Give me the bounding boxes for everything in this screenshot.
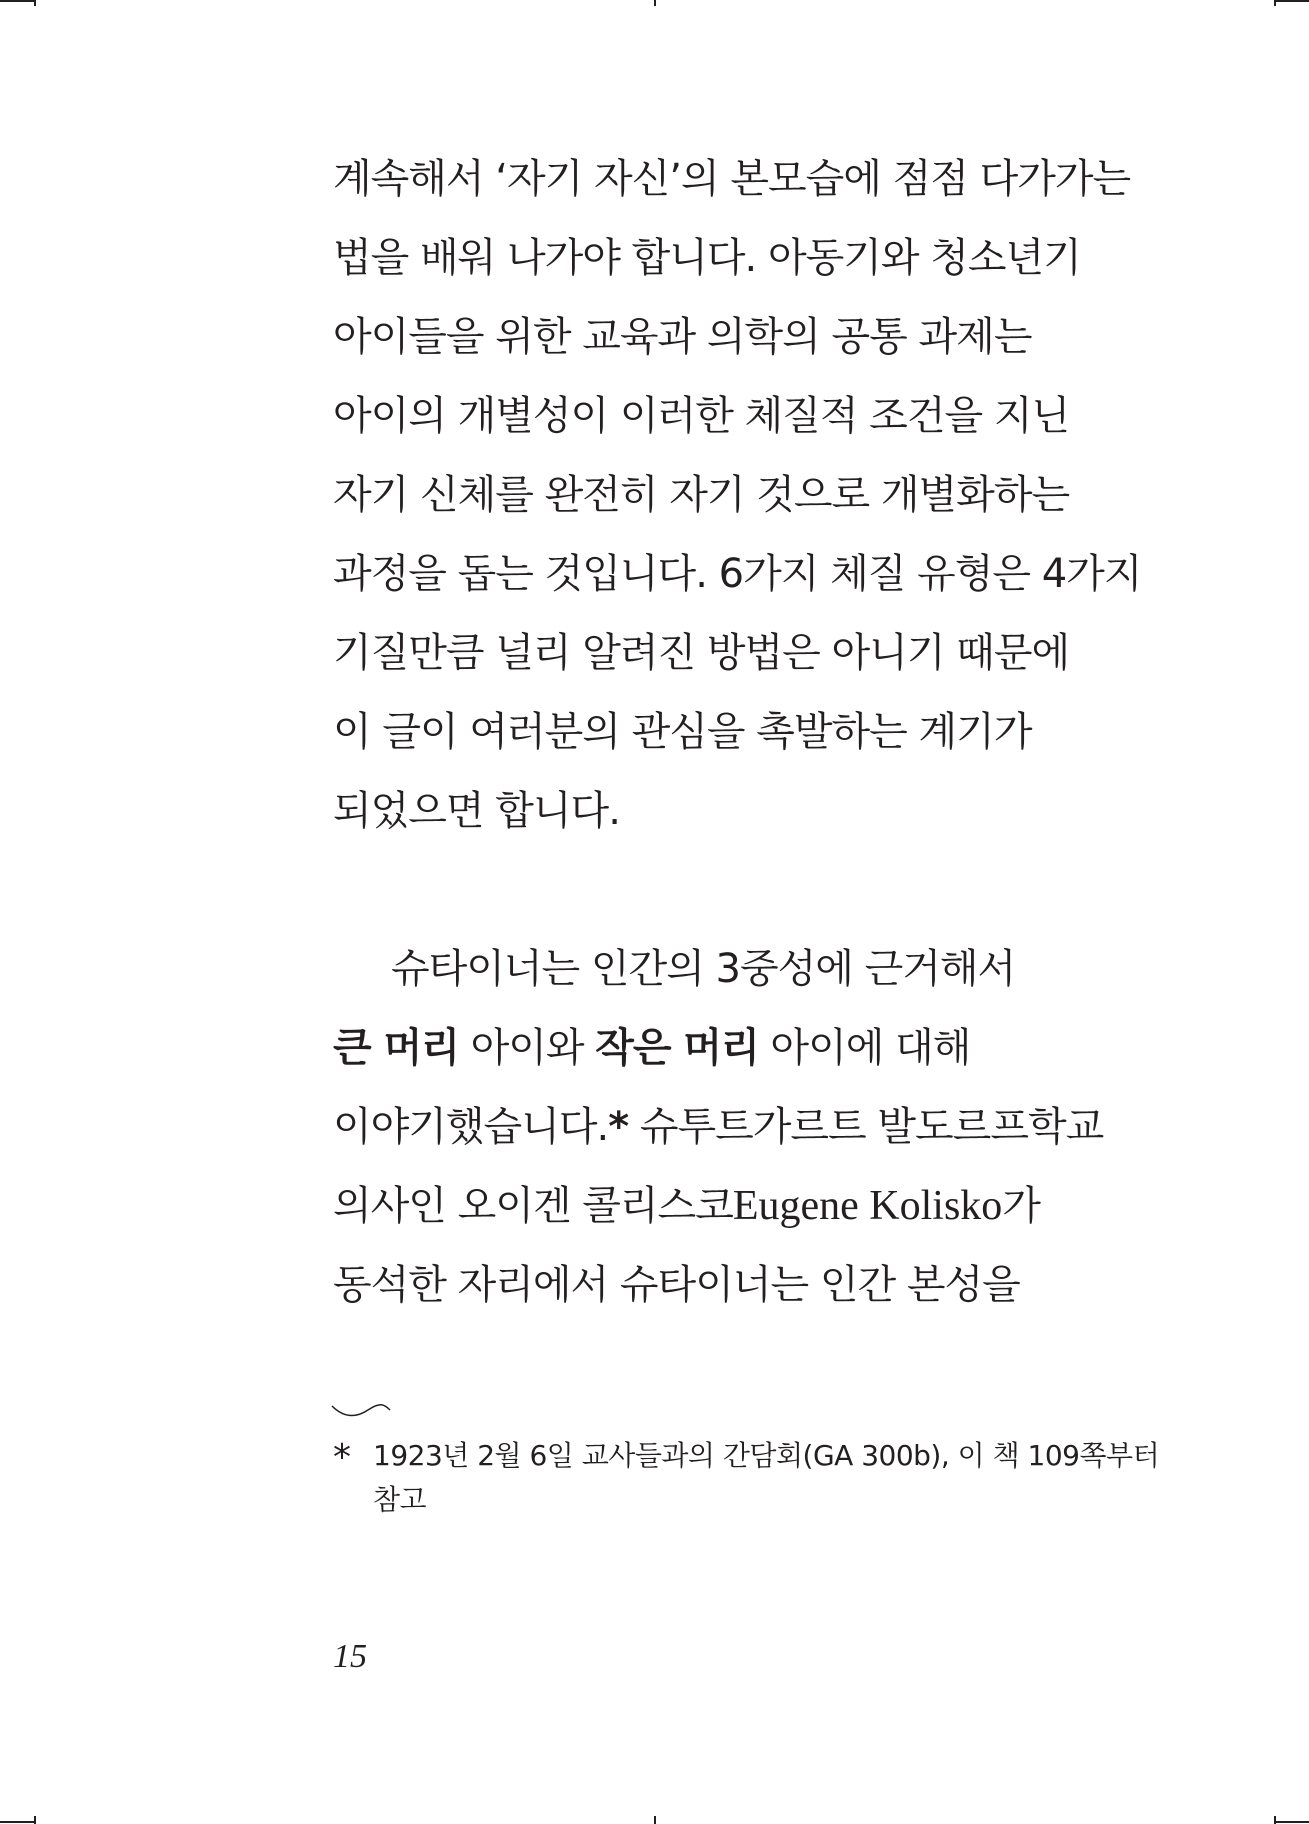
bold-term-small-head: 작은 머리 <box>595 1025 759 1071</box>
paragraph-2-line-4-text-after: 가 <box>1002 1183 1040 1229</box>
footnote-reference-mark: * <box>608 1104 629 1150</box>
crop-mark-bottom-right-vertical <box>1274 1816 1276 1824</box>
page-number: 15 <box>333 1638 367 1675</box>
paragraph-spacer <box>333 851 1193 930</box>
paragraph-2-line-2-text-1: 아이와 <box>458 1025 596 1071</box>
crop-mark-top-left <box>0 0 34 2</box>
bold-term-big-head: 큰 머리 <box>333 1025 459 1071</box>
crop-mark-bottom-center <box>654 1816 656 1824</box>
footnote-text: 1923년 2월 6일 교사들과의 간담회(GA 300b), 이 책 109쪽부터 참고 <box>373 1439 1160 1516</box>
paragraph-2-line-5: 동석한 자리에서 슈타이너는 인간 본성을 <box>333 1262 1020 1308</box>
footnote-divider <box>330 1398 392 1420</box>
footnote-mark: * <box>333 1437 351 1478</box>
paragraph-2-line-1: 슈타이너는 인간의 3중성에 근거해서 <box>391 946 1016 992</box>
paragraph-2-line-3 <box>333 1088 1193 1167</box>
crop-mark-top-center <box>654 0 656 6</box>
crop-mark-top-right <box>1275 0 1309 2</box>
crop-mark-top-left-vertical <box>34 0 36 6</box>
crop-mark-bottom-right <box>1275 1821 1309 1823</box>
paragraph-1-line-5: 자기 신체를 완전히 자기 것으로 개별화하는 <box>333 472 1070 518</box>
paragraph-2-line-3-text-after: 슈투트가르트 발도르프학교 <box>628 1104 1104 1150</box>
paragraph-1-line-6: 과정을 돕는 것입니다. 6가지 체질 유형은 4가지 <box>333 551 1142 597</box>
crop-mark-top-right-vertical <box>1274 0 1276 6</box>
paragraph-1-line-1: 계속해서 ‘자기 자신’의 본모습에 점점 다가가는 <box>333 156 1131 202</box>
paragraph-2-line-3-text: 이야기했습니다. <box>333 1104 609 1150</box>
paragraph-2-line-2-text-2: 아이에 대해 <box>758 1025 971 1071</box>
paragraph-1-line-8: 이 글이 여러분의 관심을 촉발하는 계기가 <box>333 709 1032 755</box>
paragraph-1-line-3: 아이들을 위한 교육과 의학의 공통 과제는 <box>333 314 1032 360</box>
latin-name: Eugene Kolisko <box>732 1183 1003 1229</box>
paragraph-2-line-4 <box>333 1167 1193 1246</box>
paragraph-1-line-9: 되었으면 합니다. <box>333 788 620 834</box>
footnote <box>333 1434 1193 1522</box>
paragraph-2-line-2 <box>333 1009 1193 1088</box>
paragraph-1-line-4: 아이의 개별성이 이러한 체질적 조건을 지닌 <box>333 393 1070 439</box>
crop-mark-bottom-left <box>0 1821 34 1823</box>
paragraph-1-line-2: 법을 배워 나가야 합니다. 아동기와 청소년기 <box>333 235 1081 281</box>
crop-mark-bottom-left-vertical <box>34 1816 36 1824</box>
body-text <box>333 140 1193 1325</box>
paragraph-1-line-7: 기질만큼 널리 알려진 방법은 아니기 때문에 <box>333 630 1070 676</box>
paragraph-2-line-4-text: 의사인 오이겐 콜리스코 <box>333 1183 733 1229</box>
